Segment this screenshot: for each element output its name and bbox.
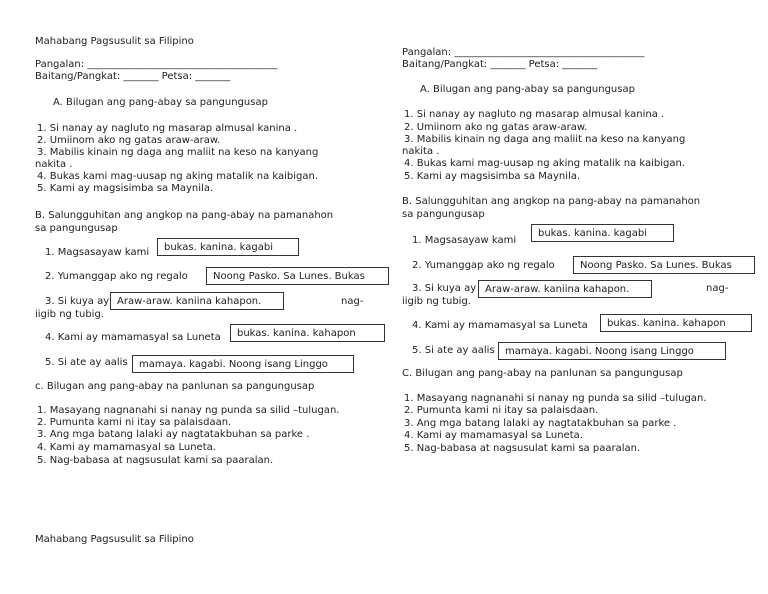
section-c-item-1-left: 1. Masayang nagnanahi si nanay ng punda sa silid –tulugan. [37,405,340,416]
section-b-title-1-left: B. Salungguhitan ang angkop na pang-abay na pamanahon [35,210,334,221]
section-a-item-4-left: 4. Bukas kami mag-uusap ng aking matalik na kaibigan. [37,171,319,182]
section-a-item-1-right: 1. Si nanay ay nagluto ng masarap almusal kanina . [404,109,665,120]
section-b-item-3-cont-left: iigib ng tubig. [35,309,104,320]
option-box-1-left: bukas. kanina. kagabi [157,238,299,256]
section-b-item-4-left: 4. Kami ay mamamasyal sa Luneta [45,332,221,343]
section-b-title-1-right: B. Salungguhitan ang angkop na pang-abay na pamanahon [402,196,701,207]
section-b-item-2-left: 2. Yumanggap ako ng regalo [45,271,188,282]
section-c-item-1-right: 1. Masayang nagnanahi si nanay ng punda sa silid –tulugan. [404,393,707,404]
section-c-item-5-right: 5. Nag-babasa at nagsusulat kami sa paaralan. [404,443,641,454]
section-b-item-3-right: 3. Si kuya ay [412,283,477,294]
section-b-item-3-after-right: nag- [706,283,729,294]
section-b-item-3-after-left: nag- [341,296,364,307]
section-c-item-3-left: 3. Ang mga batang lalaki ay nagtatakbuhan sa parke . [37,429,310,440]
option-box-1-right: bukas. kanina. kagabi [531,224,674,242]
section-c-item-2-right: 2. Pumunta kami ni itay sa palaisdaan. [404,405,599,416]
option-box-3-right: Araw-araw. kaniina kahapon. [478,280,652,298]
grade-line-left: Baitang/Pangkat: _______ Petsa: _______ [35,71,231,82]
section-c-item-3-right: 3. Ang mga batang lalaki ay nagtatakbuhan sa parke . [404,418,677,429]
section-a-item-2-left: 2. Umiinom ako ng gatas araw-araw. [37,135,221,146]
section-a-item-3-left: 3. Mabilis kinain ng daga ang maliit na keso na kanyang [37,147,319,158]
option-box-2-right: Noong Pasko. Sa Lunes. Bukas [573,256,755,274]
option-box-3-left: Araw-araw. kaniina kahapon. [110,292,284,310]
section-a-item-5-left: 5. Kami ay magsisimba sa Maynila. [37,183,214,194]
section-a-item-2-right: 2. Umiinom ako ng gatas araw-araw. [404,122,588,133]
option-box-5-right: mamaya. kagabi. Noong isang Linggo [498,342,726,360]
section-b-item-3-left: 3. Si kuya ay [45,296,110,307]
section-b-item-3-cont-right: iigib ng tubig. [402,296,471,307]
name-line-right: Pangalan: ______________________________________ [402,47,645,58]
footer-title: Mahabang Pagsusulit sa Filipino [35,534,194,545]
section-a-title-right: A. Bilugan ang pang-abay sa pangungusap [420,84,635,95]
section-b-item-4-right: 4. Kami ay mamamasyal sa Luneta [412,320,588,331]
option-box-2-left: Noong Pasko. Sa Lunes. Bukas [206,267,389,285]
doc-title-left: Mahabang Pagsusulit sa Filipino [35,36,194,47]
section-b-title-2-right: sa pangungusap [402,209,485,220]
section-c-item-4-right: 4. Kami ay mamamasyal sa Luneta. [404,430,583,441]
section-c-title-right: C. Bilugan ang pang-abay na panlunan sa pangungusap [402,368,683,379]
section-b-item-5-left: 5. Si ate ay aalis [45,357,128,368]
section-b-item-1-left: 1. Magsasayaw kami [45,247,150,258]
grade-line-right: Baitang/Pangkat: _______ Petsa: _______ [402,59,598,70]
section-a-item-4-right: 4. Bukas kami mag-uusap ng aking matalik na kaibigan. [404,158,686,169]
option-box-4-left: bukas. kanina. kahapon [230,324,385,342]
section-c-item-2-left: 2. Pumunta kami ni itay sa palaisdaan. [37,417,232,428]
option-box-4-right: bukas. kanina. kahapon [600,314,752,332]
section-c-title-left: c. Bilugan ang pang-abay na panlunan sa pangungusap [35,381,315,392]
section-b-item-1-right: 1. Magsasayaw kami [412,235,517,246]
section-a-item-3-cont-right: nakita . [402,146,440,157]
section-c-item-4-left: 4. Kami ay mamamasyal sa Luneta. [37,442,216,453]
option-box-5-left: mamaya. kagabi. Noong isang Linggo [132,355,354,373]
section-a-title-left: A. Bilugan ang pang-abay sa pangungusap [53,97,268,108]
section-a-item-5-right: 5. Kami ay magsisimba sa Maynila. [404,171,581,182]
name-line-left: Pangalan: ______________________________________ [35,59,278,70]
section-b-title-2-left: sa pangungusap [35,223,118,234]
section-c-item-5-left: 5. Nag-babasa at nagsusulat kami sa paaralan. [37,455,274,466]
section-a-item-3-cont-left: nakita . [35,159,73,170]
section-b-item-2-right: 2. Yumanggap ako ng regalo [412,260,555,271]
section-a-item-1-left: 1. Si nanay ay nagluto ng masarap almusal kanina . [37,123,298,134]
section-b-item-5-right: 5. Si ate ay aalis [412,345,495,356]
section-a-item-3-right: 3. Mabilis kinain ng daga ang maliit na keso na kanyang [404,134,686,145]
